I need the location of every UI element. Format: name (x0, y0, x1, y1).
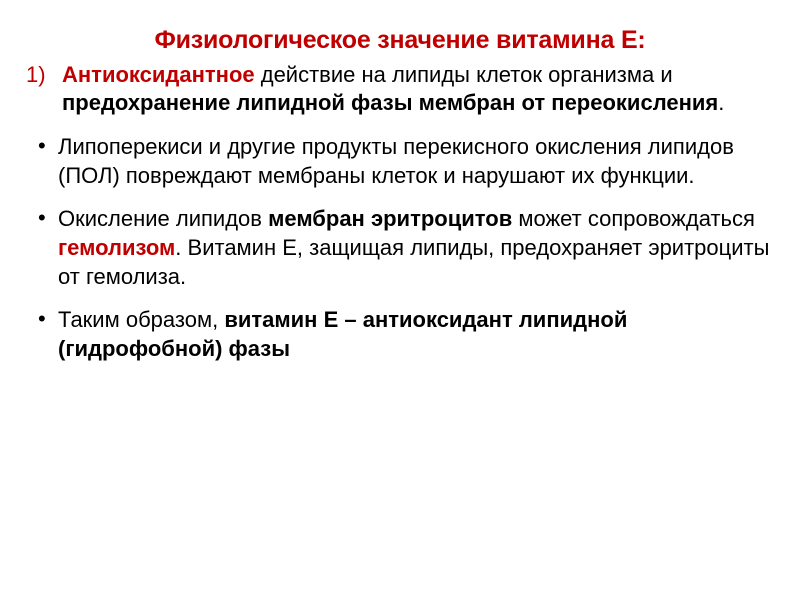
numbered-item-segment-period: . (718, 90, 725, 116)
numbered-item-segment-antioxidant: Антиоксидантное (62, 61, 255, 87)
numbered-item-segment-plain: действие на липиды клеток организма и (254, 61, 673, 87)
list-item (26, 305, 774, 363)
bullet-icon: • (38, 205, 46, 230)
numbered-item-segment-bold: предохранение липидной фазы мембран от переокисления (62, 90, 719, 116)
numbered-item-text (62, 61, 774, 118)
text-segment: может сопровождаться (512, 206, 755, 231)
text-segment: . Витамин Е, защищая липиды, предохраняет эритроциты от гемолиза. (58, 235, 770, 290)
text-segment: Липоперекиси и другие продукты перекисного окисления липидов (ПОЛ) повреждают мембраны клеток и нарушают их функции. (58, 133, 734, 188)
numbered-item-1 (26, 61, 774, 118)
list-item (26, 132, 774, 190)
text-segment: Окисление липидов (58, 206, 269, 231)
text-segment-bold: мембран эритроцитов (268, 206, 513, 231)
text-segment-bold: витамин Е – антиоксидант липидной (гидрофобной) фазы (58, 307, 628, 362)
list-number-marker: 1) (26, 61, 46, 87)
bullet-icon: • (38, 306, 46, 332)
page-title: Физиологическое значение витамина Е: (154, 26, 646, 54)
list-item-text (58, 132, 774, 190)
text-segment: Таким образом, (58, 307, 225, 333)
text-segment-highlight: гемолизом (58, 235, 176, 261)
list-item-text (58, 204, 774, 291)
bullet-icon: • (38, 132, 46, 158)
list-item-text (58, 305, 774, 363)
list-item (26, 204, 774, 291)
bullet-list (26, 132, 774, 363)
